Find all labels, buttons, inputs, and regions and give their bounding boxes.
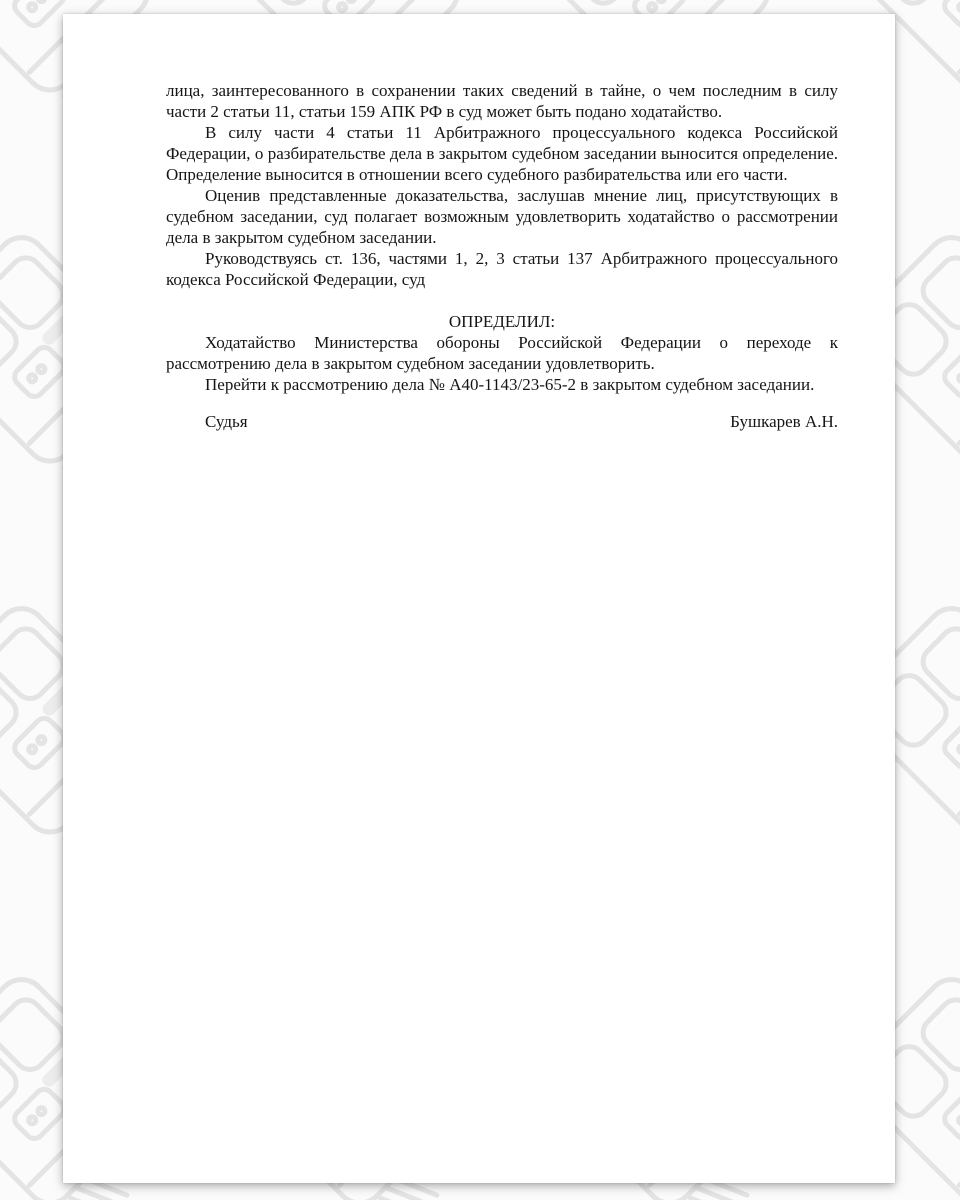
document-content [166, 80, 838, 432]
resolution-paragraph: Ходатайство Министерства обороны Российской Федерации о переходе к рассмотрению дела в закрытом судебном заседании удовлетворить. [166, 333, 838, 373]
body-paragraph: Руководствуясь ст. 136, частями 1, 2, 3 статьи 137 Арбитражного процессуального кодекса Российской Федерации, суд [166, 249, 838, 289]
body-paragraph: Оценив представленные доказательства, заслушав мнение лиц, присутствующих в судебном заседании, суд полагает возможным удовлетворить ходатайство о рассмотрении дела в закрытом судебном заседании. [166, 186, 838, 247]
signature-name: Бушкарев А.Н. [730, 412, 838, 431]
signature-block [166, 411, 838, 432]
body-paragraph: В силу части 4 статьи 11 Арбитражного процессуального кодекса Российской Федерации, о разбирательстве дела в закрытом судебном заседании выносится определение. Определение выносится в отношении всего судебного разбирательства или его части. [166, 123, 838, 184]
signature-role: Судья [205, 412, 248, 431]
document-page [63, 14, 895, 1183]
resolution-paragraph: Перейти к рассмотрению дела № А40-1143/23-65-2 в закрытом судебном заседании. [205, 375, 815, 394]
ruling-heading: ОПРЕДЕЛИЛ: [448, 312, 556, 331]
body-paragraph: лица, заинтересованного в сохранении таких сведений в тайне, о чем последним в силу части 2 статьи 11, статьи 159 АПК РФ в суд может быть подано ходатайство. [166, 81, 838, 121]
